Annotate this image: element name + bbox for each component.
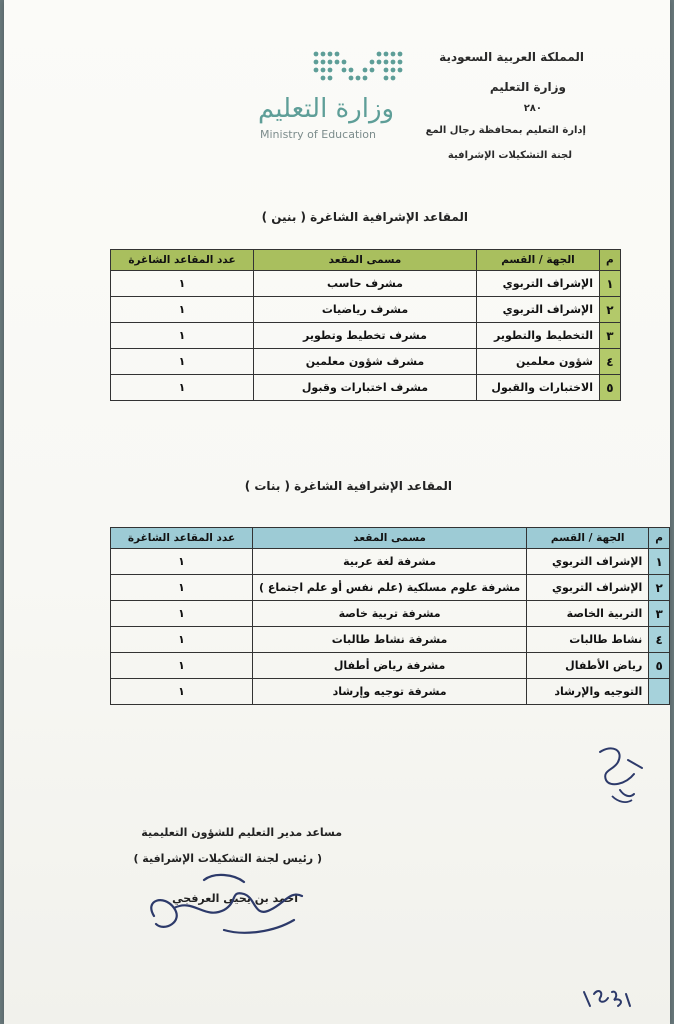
row-count: ١ — [111, 601, 253, 627]
header-seat: مسمى المقعد — [254, 250, 477, 271]
signatory-position: مساعد مدير التعليم للشؤون التعليمية — [141, 826, 342, 839]
logo-dots-icon — [308, 48, 408, 90]
boys-table-title: المقاعد الإشرافية الشاغرة ( بنين ) — [261, 210, 468, 224]
row-dept: التربية الخاصة — [527, 601, 649, 627]
row-seat: مشرف رياضيات — [254, 297, 477, 323]
row-count: ١ — [111, 375, 254, 401]
department-name: إدارة التعليم بمحافظة رجال المع — [425, 125, 586, 136]
ministry-name: وزارة التعليم — [489, 80, 566, 94]
header-num: م — [649, 528, 670, 549]
row-num: ٥ — [649, 653, 670, 679]
row-num: ٢ — [600, 297, 621, 323]
handwritten-signature-mark — [134, 860, 314, 950]
girls-table-title: المقاعد الإشرافية الشاغرة ( بنات ) — [244, 479, 452, 493]
row-num: ١ — [600, 271, 621, 297]
row-seat: مشرف شؤون معلمين — [254, 349, 477, 375]
row-num: ٤ — [600, 349, 621, 375]
row-num: ٥ — [600, 375, 621, 401]
row-num: ٣ — [649, 601, 670, 627]
table-row — [111, 549, 670, 575]
girls-vacancies-table — [110, 527, 670, 705]
header-dept: الجهة / القسم — [477, 250, 600, 271]
table-row — [111, 297, 621, 323]
row-dept: الإشراف التربوي — [527, 549, 649, 575]
ministry-logo — [248, 48, 408, 144]
row-count: ١ — [111, 575, 253, 601]
document-page — [4, 0, 670, 1024]
row-dept: الاختبارات والقبول — [477, 375, 600, 401]
row-seat: مشرفة تربية خاصة — [253, 601, 527, 627]
row-seat: مشرفة رياض أطفال — [253, 653, 527, 679]
handwritten-initials-mark — [590, 740, 660, 812]
table-row — [111, 679, 670, 705]
row-count: ١ — [111, 349, 254, 375]
row-seat: مشرف حاسب — [254, 271, 477, 297]
row-seat: مشرفة نشاط طالبات — [253, 627, 527, 653]
row-dept: الإشراف التربوي — [477, 297, 600, 323]
table-row — [111, 575, 670, 601]
row-seat: مشرفة لغة عربية — [253, 549, 527, 575]
row-seat: مشرفة توجيه وإرشاد — [253, 679, 527, 705]
table-row — [111, 375, 621, 401]
table-row — [111, 323, 621, 349]
row-dept: شؤون معلمين — [477, 349, 600, 375]
row-seat: مشرف تخطيط وتطوير — [254, 323, 477, 349]
header-num: م — [600, 250, 621, 271]
row-count: ١ — [111, 679, 253, 705]
signatory-name: احمد بن يحيى العرفجي — [172, 892, 298, 905]
row-seat: مشرفة علوم مسلكية (علم نفس أو علم اجتماع ) — [253, 575, 527, 601]
row-dept: الإشراف التربوي — [527, 575, 649, 601]
row-count: ١ — [111, 549, 253, 575]
row-count: ١ — [111, 627, 253, 653]
boys-vacancies-table — [110, 249, 621, 401]
row-dept: نشاط طالبات — [527, 627, 649, 653]
kingdom-name: المملكة العربية السعودية — [439, 50, 584, 64]
row-dept: الإشراف التربوي — [477, 271, 600, 297]
row-count: ١ — [111, 653, 253, 679]
header-seat: مسمى المقعد — [253, 528, 527, 549]
table-row — [111, 271, 621, 297]
row-num — [649, 679, 670, 705]
committee-name: لجنة التشكيلات الإشرافية — [447, 150, 572, 161]
row-seat: مشرف اختبارات وقبول — [254, 375, 477, 401]
row-dept: التوجيه والإرشاد — [527, 679, 649, 705]
row-num: ٣ — [600, 323, 621, 349]
handwritten-page-number-mark — [580, 984, 640, 1012]
table-row — [111, 653, 670, 679]
table-row — [111, 349, 621, 375]
row-count: ١ — [111, 271, 254, 297]
row-num: ٤ — [649, 627, 670, 653]
row-num: ٢ — [649, 575, 670, 601]
signatory-role: ( رئيس لجنة التشكيلات الإشرافية ) — [133, 852, 322, 865]
logo-english-text: Ministry of Education — [260, 128, 377, 141]
table-row — [111, 601, 670, 627]
table-header-row — [111, 528, 670, 549]
row-num: ١ — [649, 549, 670, 575]
row-dept: رياض الأطفال — [527, 653, 649, 679]
row-count: ١ — [111, 323, 254, 349]
table-row — [111, 627, 670, 653]
logo-arabic-text: وزارة التعليم — [258, 94, 395, 124]
table-header-row — [111, 250, 621, 271]
row-dept: التخطيط والتطوير — [477, 323, 600, 349]
header-count: عدد المقاعد الشاغرة — [111, 528, 253, 549]
reference-number: ٢٨٠ — [523, 103, 542, 114]
header-dept: الجهة / القسم — [527, 528, 649, 549]
row-count: ١ — [111, 297, 254, 323]
header-count: عدد المقاعد الشاغرة — [111, 250, 254, 271]
